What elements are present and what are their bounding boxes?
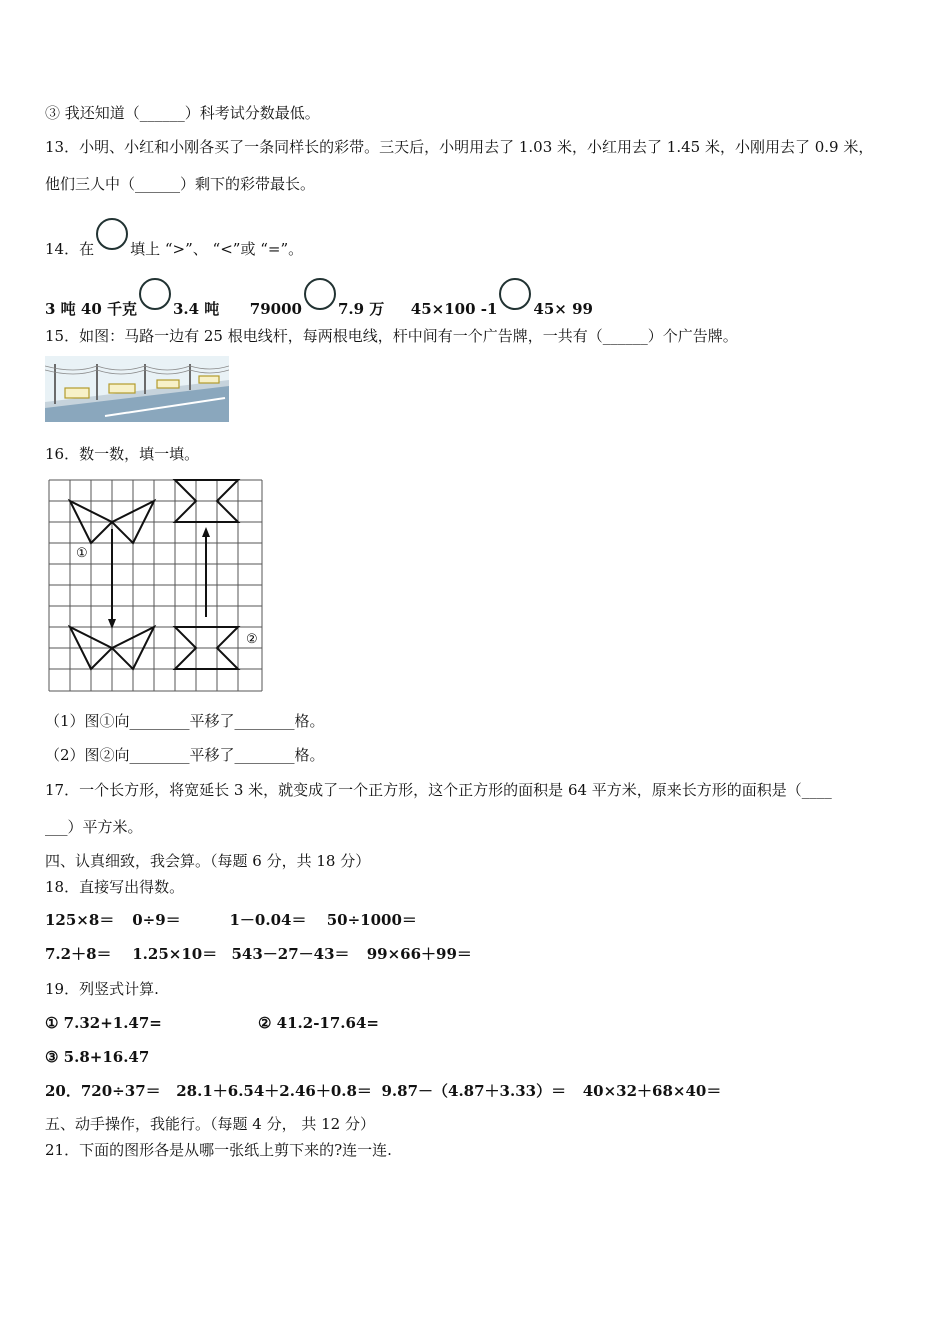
q14-item-3-left: 45×100 -1 [410,300,498,318]
section-5-heading: 五、动手操作，我能行。（每题 4 分， 共 12 分） [45,1115,375,1133]
arrow-up-icon [202,527,210,537]
q15-text: 15．如图：马路一边有 25 根电线杆，每两根电线，杆中间有一个广告牌，一共有（______）个广告牌。 [45,327,738,345]
q18-r2-c4: 99×66＋99＝ [366,945,472,963]
q18-r2-c2: 1.25×10＝ [132,945,218,963]
q20-item-2: 28.1＋6.54＋2.46＋0.8＝ [176,1082,372,1100]
q16-sub2: （2）图②向________平移了________格。 [45,746,325,764]
road-poles-image [45,356,229,422]
q18-r1-c4: 50÷1000＝ [326,911,417,929]
q18-r1-c1: 125×8＝ [45,911,115,929]
q19-title: 19．列竖式计算. [45,980,159,998]
q14-item-1-left: 3 吨 40 千克 [45,300,137,318]
q14-item-1-right: 3.4 吨 [172,300,220,318]
circle-blank-icon[interactable] [139,278,171,310]
q16-sub1: （1）图①向________平移了________格。 [45,712,325,730]
q14-item-2-right: 7.9 万 [337,300,385,318]
q19-c: ③ 5.8+16.47 [45,1048,150,1066]
q18-r2-c1: 7.2＋8＝ [45,945,112,963]
q21-text: 21．下面的图形各是从哪一张纸上剪下来的?连一连. [45,1141,392,1159]
q14-suffix: 填上 “>”、 “<”或 “=”。 [130,240,304,258]
q20-item-4: 40×32＋68×40＝ [582,1082,722,1100]
q19-a: ① 7.32+1.47= [45,1014,162,1032]
q13-line2: 他们三人中（______）剩下的彩带最长。 [45,175,316,193]
q18-r1-c3: 1－0.04＝ [229,911,307,929]
q12-item-3: ③ 我还知道（______）科考试分数最低。 [45,104,320,122]
q18-r2-c3: 543－27－43＝ [231,945,350,963]
q14-item-3-right: 45× 99 [533,300,593,318]
q14-items [45,278,593,319]
circle-blank-icon[interactable] [499,278,531,310]
q20-row [45,1081,721,1101]
q14-item-2-left: 79000 [249,300,302,318]
q17-line1: 17．一个长方形，将宽延长 3 米，就变成了一个正方形，这个正方形的面积是 64 平方米，原来长方形的面积是（____ [45,781,832,799]
q18-row2 [45,944,472,964]
q20-item-1: 20．720÷37＝ [45,1082,161,1100]
q14-prefix: 14．在 [45,240,95,258]
grid-figure [48,479,264,693]
figure-2-label: ② [246,632,258,647]
circle-blank-icon [96,218,128,250]
q13-line1: 13．小明、小红和小刚各买了一条同样长的彩带。三天后，小明用去了 1.03 米，小红用去了 1.45 米，小刚用去了 0.9 米， [45,138,874,156]
q20-item-3: 9.87－（4.87＋3.33）＝ [381,1082,567,1100]
q17-line2: ___）平方米。 [45,818,143,836]
q16-title: 16．数一数，填一填。 [45,445,200,463]
circle-blank-icon[interactable] [304,278,336,310]
q18-row1 [45,910,417,930]
q18-r1-c2: 0÷9＝ [132,911,181,929]
q18-title: 18．直接写出得数。 [45,878,185,896]
q14-title [45,218,303,259]
section-4-heading: 四、认真细致，我会算。（每题 6 分，共 18 分） [45,852,371,870]
figure-1-label: ① [76,546,88,561]
q19-b: ② 41.2-17.64= [258,1014,379,1032]
